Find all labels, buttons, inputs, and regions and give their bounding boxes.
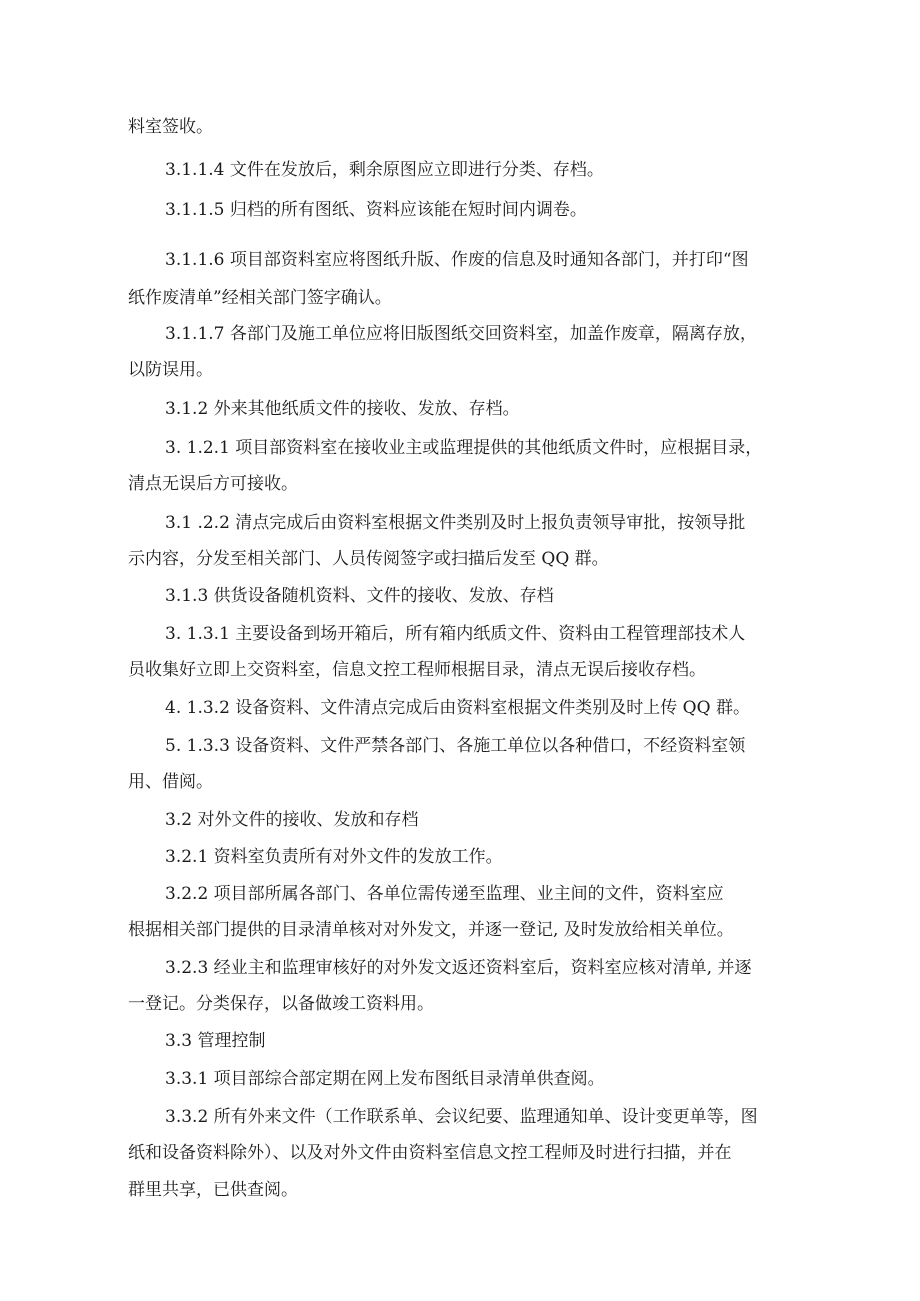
text-line: 3.1.1.4 文件在发放后，剩余原图应立即进行分类、存档。	[165, 160, 604, 180]
text-line: 4. 1.3.2 设备资料、文件清点完成后由资料室根据文件类别及时上传 QQ 群。	[165, 698, 750, 718]
text-line: 5. 1.3.3 设备资料、文件严禁各部门、各施工单位以各种借口，不经资料室领	[165, 736, 746, 756]
text-line: 3.1.1.6 项目部资料室应将图纸升版、作废的信息及时通知各部门，并打印“图	[165, 250, 749, 270]
text-line: 3.2.1 资料室负责所有对外文件的发放工作。	[165, 847, 503, 867]
text-line: 3.2.3 经业主和监理审核好的对外发文返还资料室后，资料室应核对清单, 并逐	[165, 958, 752, 978]
text-line: 料室签收。	[128, 117, 213, 137]
text-line: 一登记。分类保存，以备做竣工资料用。	[128, 994, 434, 1014]
text-line: 以防误用。	[128, 360, 213, 380]
text-line: 3.1.1.5 归档的所有图纸、资料应该能在短时间内调卷。	[165, 200, 587, 220]
text-line: 纸作废清单”经相关部门签字确认。	[128, 288, 392, 308]
text-line: 3. 1.2.1 项目部资料室在接收业主或监理提供的其他纸质文件时，应根据目录，	[165, 438, 763, 458]
text-line: 纸和设备资料除外）、以及对外文件由资料室信息文控工程师及时进行扫描，并在	[128, 1143, 732, 1163]
text-line: 3.2.2 项目部所属各部门、各单位需传递至监理、业主间的文件，资料室应	[165, 884, 724, 904]
text-line: 3.2 对外文件的接收、发放和存档	[165, 810, 419, 830]
text-line: 清点无误后方可接收。	[128, 474, 298, 494]
text-line: 示内容，分发至相关部门、人员传阅签字或扫描后发至 QQ 群。	[128, 549, 609, 569]
text-line: 3.3.2 所有外来文件（工作联系单、会议纪要、监理通知单、设计变更单等，图	[165, 1107, 758, 1127]
text-line: 3.1.1.7 各部门及施工单位应将旧版图纸交回资料室，加盖作废章，隔离存放，	[165, 324, 757, 344]
text-line: 根据相关部门提供的目录清单核对对外发文，并逐一登记, 及时发放给相关单位。	[128, 920, 734, 940]
text-line: 员收集好立即上交资料室，信息文控工程师根据目录，清点无误后接收存档。	[128, 660, 706, 680]
text-line: 3.1 .2.2 清点完成后由资料室根据文件类别及时上报负责领导审批，按领导批	[165, 513, 746, 533]
text-line: 3.3 管理控制	[165, 1031, 266, 1051]
text-line: 3.1.3 供货设备随机资料、文件的接收、发放、存档	[165, 586, 554, 606]
text-line: 3. 1.3.1 主要设备到场开箱后，所有箱内纸质文件、资料由工程管理部技术人	[165, 624, 746, 644]
text-line: 3.1.2 外来其他纸质文件的接收、发放、存档。	[165, 399, 520, 419]
text-line: 用、借阅。	[128, 772, 213, 792]
text-line: 3.3.1 项目部综合部定期在网上发布图纸目录清单供查阅。	[165, 1069, 605, 1089]
text-line: 群里共享，已供查阅。	[128, 1180, 298, 1200]
